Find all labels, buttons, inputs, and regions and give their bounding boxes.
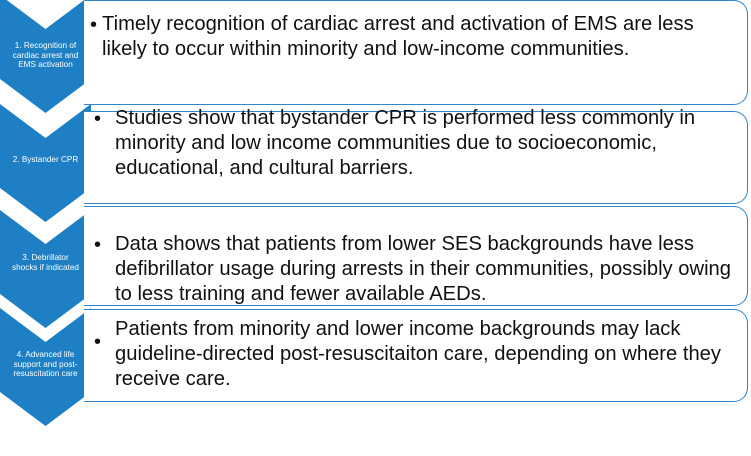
step-3-box — [84, 206, 748, 306]
step-4-chevron — [0, 308, 91, 456]
step-2-text: Studies show that bystander CPR is performed less commonly in minority and low income communities due to socioeconomic, educational, and cultural barriers. — [115, 107, 696, 179]
step-3-bullet: • — [94, 234, 102, 256]
step-2-bullet: • — [94, 108, 102, 130]
step-1-bullet: • — [90, 14, 98, 36]
step-1-box — [84, 0, 748, 105]
step-3-text: Data shows that patients from lower SES backgrounds have less defibrillator usage during arrests in their communities, possibly owing to less training and fewer available AEDs. — [115, 233, 732, 305]
step-1-text: Timely recognition of cardiac arrest and activation of EMS are less likely to occur within minority and low-income communities. — [102, 13, 694, 60]
step-4-box — [84, 309, 748, 402]
step-2-label: 2. Bystander CPR — [12, 155, 79, 164]
step-4-bullet: • — [94, 331, 102, 353]
step-4-text: Patients from minority and lower income backgrounds may lack guideline-directed post-resuscitaiton care, depending on where they receive care. — [115, 318, 721, 390]
step-3-label: 3. Debrillator shocks if indicated — [12, 253, 79, 272]
step-2-box — [84, 107, 748, 204]
step-1-label: 1. Recognition of cardiac arrest and EMS activation — [12, 41, 79, 69]
step-4-label: 4. Advanced life support and post- resuscitation care — [13, 350, 78, 378]
